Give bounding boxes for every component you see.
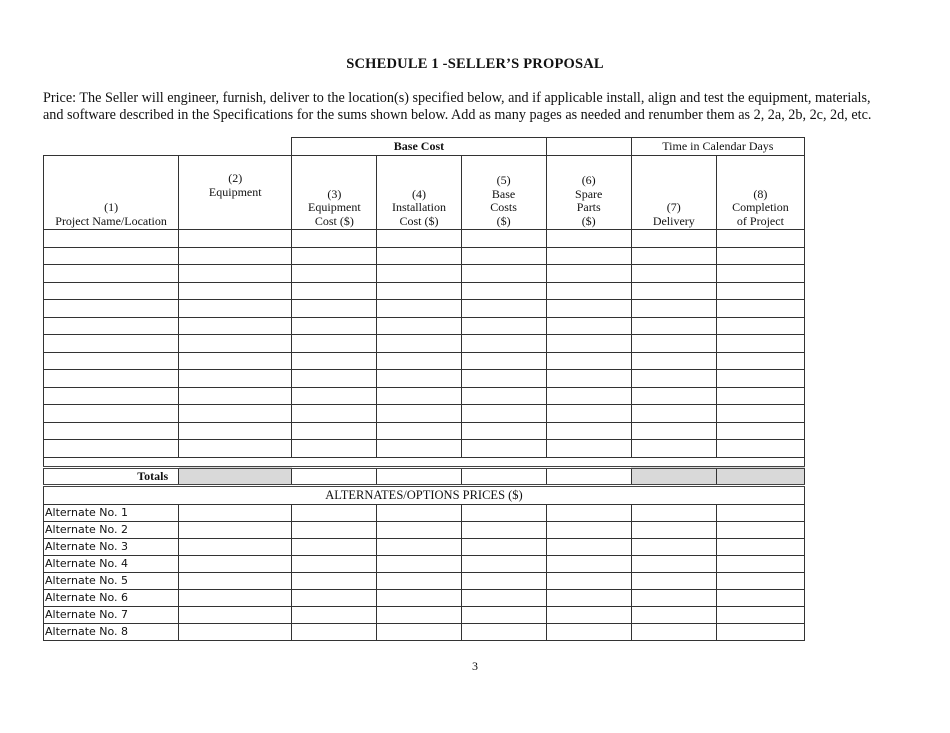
entry-cell[interactable]	[179, 352, 292, 370]
entry-cell[interactable]	[377, 265, 461, 283]
entry-cell[interactable]	[631, 230, 716, 248]
col-header-installation-cost	[377, 156, 461, 230]
entry-cell[interactable]	[461, 300, 546, 318]
entry-cell[interactable]	[716, 230, 804, 248]
entry-cell[interactable]	[631, 352, 716, 370]
entry-cell[interactable]	[546, 405, 631, 423]
entry-cell[interactable]	[631, 247, 716, 265]
alternate-price-cell[interactable]	[292, 572, 377, 589]
entry-cell[interactable]	[377, 317, 461, 335]
col-label: Project Name/Location	[55, 213, 167, 228]
entry-cell[interactable]	[716, 282, 804, 300]
col-header-equipment	[179, 156, 292, 230]
alternate-price-cell[interactable]	[292, 555, 377, 572]
col-number: (3)	[327, 186, 342, 201]
entry-cell[interactable]	[461, 440, 546, 458]
price-instructions: Price: The Seller will engineer, furnish, deliver to the location(s) specified below, and if applicable install, align and test the equipment, materials, and software described in the Specifications for the sums shown below. Add as many pages as needed and renumber them as 2, 2a, 2b, 2c, 2d, etc.	[43, 90, 872, 123]
alternate-price-cell[interactable]	[179, 572, 292, 589]
col-number: (4)	[411, 186, 426, 201]
entry-cell[interactable]	[179, 300, 292, 318]
alternate-price-cell[interactable]	[716, 572, 804, 589]
entry-cell[interactable]	[179, 282, 292, 300]
entry-cell[interactable]	[179, 370, 292, 388]
time-in-calendar-days-header: Time in Calendar Days	[631, 138, 804, 156]
alternate-price-cell[interactable]	[716, 623, 804, 640]
alternate-price-cell[interactable]	[179, 606, 292, 623]
alternate-price-cell[interactable]	[377, 555, 461, 572]
entry-cell[interactable]	[546, 230, 631, 248]
entry-cell[interactable]	[44, 317, 179, 335]
entry-cell[interactable]	[716, 335, 804, 353]
totals-cell[interactable]	[377, 467, 461, 485]
alternate-price-cell[interactable]	[292, 521, 377, 538]
entry-cell[interactable]	[377, 247, 461, 265]
proposal-table	[43, 137, 805, 641]
entry-cell[interactable]	[631, 317, 716, 335]
entry-cell[interactable]	[377, 422, 461, 440]
spacer-row	[44, 457, 805, 467]
alternate-price-cell[interactable]	[546, 572, 631, 589]
alternate-price-cell[interactable]	[377, 538, 461, 555]
alternate-price-cell[interactable]	[461, 589, 546, 606]
table-row	[44, 405, 805, 423]
col-label: Equipment	[208, 184, 262, 199]
entry-cell[interactable]	[179, 387, 292, 405]
alternate-price-cell[interactable]	[716, 555, 804, 572]
table-row	[44, 352, 805, 370]
col-number: (2)	[228, 171, 243, 185]
col-label: Installation Cost ($)	[391, 200, 446, 228]
alternate-price-cell[interactable]	[377, 572, 461, 589]
col-header-spare-parts	[546, 156, 631, 230]
entry-cell[interactable]	[716, 387, 804, 405]
entry-cell[interactable]	[631, 335, 716, 353]
alternate-label: Alternate No. 4	[44, 555, 179, 572]
entry-cell[interactable]	[546, 282, 631, 300]
entry-cell[interactable]	[179, 247, 292, 265]
entry-cell[interactable]	[461, 352, 546, 370]
entry-cell[interactable]	[716, 370, 804, 388]
totals-label: Totals	[44, 467, 179, 485]
alternate-price-cell[interactable]	[377, 623, 461, 640]
col-label: Delivery	[652, 213, 695, 228]
alternate-row	[44, 521, 805, 538]
entry-cell[interactable]	[631, 422, 716, 440]
table-row	[44, 247, 805, 265]
entry-cell[interactable]	[377, 300, 461, 318]
totals-cell	[631, 467, 716, 485]
entry-cell[interactable]	[461, 370, 546, 388]
entry-cell[interactable]	[292, 247, 377, 265]
blank-header-cell	[179, 138, 292, 156]
alternate-price-cell[interactable]	[716, 606, 804, 623]
table-row	[44, 370, 805, 388]
alternate-label: Alternate No. 5	[44, 572, 179, 589]
entry-cell[interactable]	[461, 230, 546, 248]
entry-cell[interactable]	[716, 440, 804, 458]
totals-cell[interactable]	[461, 467, 546, 485]
alternate-price-cell[interactable]	[179, 555, 292, 572]
alternate-price-cell[interactable]	[461, 572, 546, 589]
alternate-price-cell[interactable]	[546, 623, 631, 640]
alternate-price-cell[interactable]	[631, 589, 716, 606]
entry-cell[interactable]	[461, 335, 546, 353]
alternate-price-cell[interactable]	[461, 504, 546, 521]
entry-cell[interactable]	[546, 317, 631, 335]
entry-cell[interactable]	[292, 335, 377, 353]
col-label: Completion of Project	[732, 200, 789, 228]
entry-cell[interactable]	[461, 265, 546, 283]
col-label: Spare Parts ($)	[575, 186, 603, 228]
col-header-project	[44, 156, 179, 230]
alternate-row	[44, 538, 805, 555]
alternate-price-cell[interactable]	[377, 589, 461, 606]
alternate-row	[44, 504, 805, 521]
totals-cell[interactable]	[546, 467, 631, 485]
entry-cell[interactable]	[546, 440, 631, 458]
alternate-label: Alternate No. 6	[44, 589, 179, 606]
alternate-row	[44, 589, 805, 606]
entry-cell[interactable]	[631, 265, 716, 283]
col-number: (6)	[581, 173, 596, 187]
entry-cell[interactable]	[292, 317, 377, 335]
entry-cell[interactable]	[44, 335, 179, 353]
entry-cell[interactable]	[179, 440, 292, 458]
entry-cell[interactable]	[292, 265, 377, 283]
entry-cell[interactable]	[44, 247, 179, 265]
entry-cell[interactable]	[716, 265, 804, 283]
col-number: (7)	[666, 200, 681, 214]
base-cost-header: Base Cost	[292, 138, 546, 156]
entry-cell[interactable]	[179, 265, 292, 283]
alternate-price-cell[interactable]	[631, 504, 716, 521]
alternate-price-cell[interactable]	[292, 623, 377, 640]
alternate-price-cell[interactable]	[716, 538, 804, 555]
entry-cell[interactable]	[44, 282, 179, 300]
entry-cell[interactable]	[546, 422, 631, 440]
entry-cell[interactable]	[631, 387, 716, 405]
entry-cell[interactable]	[179, 317, 292, 335]
entry-cell[interactable]	[461, 317, 546, 335]
entry-cell[interactable]	[377, 352, 461, 370]
entry-cell[interactable]	[631, 370, 716, 388]
alternate-price-cell[interactable]	[377, 504, 461, 521]
alternate-label: Alternate No. 1	[44, 504, 179, 521]
entry-cell[interactable]	[631, 282, 716, 300]
entry-cell[interactable]	[716, 422, 804, 440]
entry-cell[interactable]	[44, 387, 179, 405]
entry-cell[interactable]	[292, 352, 377, 370]
entry-cell[interactable]	[377, 387, 461, 405]
entry-cell[interactable]	[716, 317, 804, 335]
alternate-price-cell[interactable]	[631, 538, 716, 555]
entry-cell[interactable]	[292, 405, 377, 423]
alternate-label: Alternate No. 2	[44, 521, 179, 538]
table-row	[44, 282, 805, 300]
col-header-delivery	[631, 156, 716, 230]
alternate-price-cell[interactable]	[292, 538, 377, 555]
table-row	[44, 440, 805, 458]
alternate-price-cell[interactable]	[461, 623, 546, 640]
entry-cell[interactable]	[631, 440, 716, 458]
blank-header-cell	[546, 138, 631, 156]
alternate-price-cell[interactable]	[292, 589, 377, 606]
entry-cell[interactable]	[44, 405, 179, 423]
table-row	[44, 265, 805, 283]
alternate-price-cell[interactable]	[546, 521, 631, 538]
entry-cell[interactable]	[292, 422, 377, 440]
entry-cell[interactable]	[44, 440, 179, 458]
entry-cell[interactable]	[716, 300, 804, 318]
col-number: (1)	[104, 200, 119, 214]
entry-cell[interactable]	[716, 247, 804, 265]
entry-cell[interactable]	[292, 370, 377, 388]
entry-cell[interactable]	[292, 300, 377, 318]
alternate-price-cell[interactable]	[716, 589, 804, 606]
alternate-price-cell[interactable]	[716, 521, 804, 538]
alternate-price-cell[interactable]	[546, 555, 631, 572]
col-number: (8)	[753, 186, 768, 201]
entry-cell[interactable]	[377, 440, 461, 458]
blank-header-cell	[44, 138, 179, 156]
alternate-price-cell[interactable]	[179, 538, 292, 555]
alternate-price-cell[interactable]	[546, 538, 631, 555]
entry-cell[interactable]	[44, 265, 179, 283]
entry-cell[interactable]	[631, 300, 716, 318]
alternate-price-cell[interactable]	[179, 521, 292, 538]
alternate-label: Alternate No. 7	[44, 606, 179, 623]
entry-cell[interactable]	[179, 335, 292, 353]
table-row	[44, 317, 805, 335]
alternate-price-cell[interactable]	[377, 606, 461, 623]
table-row	[44, 387, 805, 405]
alternate-label: Alternate No. 8	[44, 623, 179, 640]
entry-cell[interactable]	[44, 352, 179, 370]
alternate-row	[44, 555, 805, 572]
entry-cell[interactable]	[179, 422, 292, 440]
alternate-price-cell[interactable]	[292, 606, 377, 623]
entry-cell[interactable]	[716, 405, 804, 423]
entry-cell[interactable]	[461, 282, 546, 300]
alternate-price-cell[interactable]	[179, 504, 292, 521]
table-row	[44, 422, 805, 440]
totals-cell	[716, 467, 804, 485]
entry-cell[interactable]	[546, 352, 631, 370]
entry-cell[interactable]	[44, 370, 179, 388]
entry-cell[interactable]	[377, 230, 461, 248]
alternate-price-cell[interactable]	[292, 504, 377, 521]
entry-cell[interactable]	[377, 370, 461, 388]
entry-cell[interactable]	[44, 230, 179, 248]
totals-cell[interactable]	[292, 467, 377, 485]
entry-cell[interactable]	[546, 387, 631, 405]
alternate-price-cell[interactable]	[377, 521, 461, 538]
entry-cell[interactable]	[461, 422, 546, 440]
entry-cell[interactable]	[44, 422, 179, 440]
alternate-price-cell[interactable]	[631, 521, 716, 538]
alternate-price-cell[interactable]	[461, 538, 546, 555]
table-row	[44, 300, 805, 318]
entry-cell[interactable]	[631, 405, 716, 423]
entry-cell[interactable]	[292, 230, 377, 248]
page-number: 3	[472, 659, 478, 673]
table-row	[44, 335, 805, 353]
alternate-row	[44, 572, 805, 589]
col-label: Equipment Cost ($)	[308, 200, 361, 228]
alternate-price-cell[interactable]	[546, 504, 631, 521]
entry-cell[interactable]	[546, 247, 631, 265]
alternate-price-cell[interactable]	[461, 555, 546, 572]
col-label: Base Costs ($)	[490, 186, 517, 228]
entry-cell[interactable]	[461, 405, 546, 423]
totals-cell	[179, 467, 292, 485]
alternate-price-cell[interactable]	[546, 589, 631, 606]
alternate-price-cell[interactable]	[179, 623, 292, 640]
col-header-base-costs	[461, 156, 546, 230]
alternate-row	[44, 606, 805, 623]
col-number: (5)	[496, 173, 511, 187]
alternate-price-cell[interactable]	[631, 572, 716, 589]
entry-cell[interactable]	[292, 387, 377, 405]
entry-cell[interactable]	[292, 440, 377, 458]
entry-cell[interactable]	[546, 370, 631, 388]
entry-cell[interactable]	[179, 405, 292, 423]
col-header-completion	[716, 156, 804, 230]
entry-cell[interactable]	[461, 387, 546, 405]
entry-cell[interactable]	[461, 247, 546, 265]
alternates-header: ALTERNATES/OPTIONS PRICES ($)	[44, 485, 805, 504]
entry-cell[interactable]	[546, 300, 631, 318]
entry-cell[interactable]	[377, 282, 461, 300]
entry-cell[interactable]	[716, 352, 804, 370]
alternate-price-cell[interactable]	[546, 606, 631, 623]
table-row	[44, 230, 805, 248]
entry-cell[interactable]	[377, 335, 461, 353]
alternate-price-cell[interactable]	[461, 521, 546, 538]
entry-cell[interactable]	[546, 265, 631, 283]
entry-cell[interactable]	[546, 335, 631, 353]
alternate-price-cell[interactable]	[631, 623, 716, 640]
alternate-price-cell[interactable]	[631, 606, 716, 623]
alternate-price-cell[interactable]	[179, 589, 292, 606]
alternate-label: Alternate No. 3	[44, 538, 179, 555]
entry-cell[interactable]	[377, 405, 461, 423]
alternate-price-cell[interactable]	[461, 606, 546, 623]
entry-cell[interactable]	[292, 282, 377, 300]
alternate-price-cell[interactable]	[631, 555, 716, 572]
entry-cell[interactable]	[179, 230, 292, 248]
entry-cell[interactable]	[44, 300, 179, 318]
col-header-equipment-cost	[292, 156, 377, 230]
alternate-row	[44, 623, 805, 640]
schedule-title: SCHEDULE 1 -SELLER’S PROPOSAL	[346, 56, 604, 72]
alternate-price-cell[interactable]	[716, 504, 804, 521]
